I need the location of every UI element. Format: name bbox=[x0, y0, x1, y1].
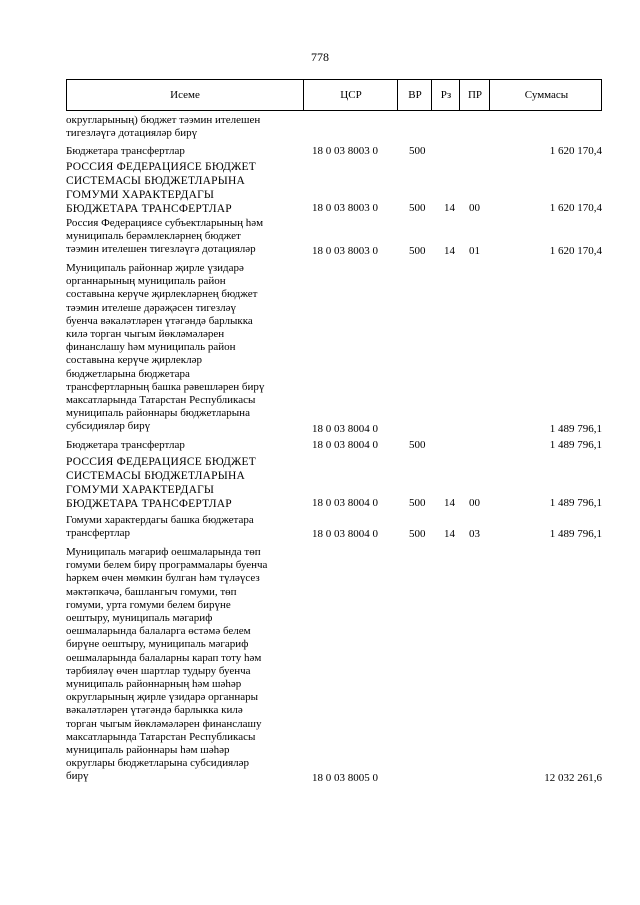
row-csr: 18 0 03 8004 0 bbox=[312, 528, 378, 540]
row-name: РОССИЯ ФЕДЕРАЦИЯСЕ БЮДЖЕТ СИСТЕМАСЫ БЮДЖЕТЛАРЫНА ГОМУМИ ХАРАКТЕРДАГЫ БЮДЖЕТАРА ТРАНСФЕРТЛАР bbox=[66, 456, 256, 510]
row-name: Россия Федерациясе субъектларының һәм муниципаль берәмлекләрнең бюджет тәэмин ителешен тигезләүгә дотацияләр bbox=[66, 217, 264, 256]
row-sum: 1 620 170,4 bbox=[549, 245, 602, 257]
row-csr: 18 0 03 8004 0 bbox=[312, 497, 378, 509]
row-name: округларының) бюджет тәэмин ителешен тигезләүгә дотацияләр бирү bbox=[66, 114, 261, 140]
row-name: Гомуми характердагы башка бюджетара трансфертлар bbox=[66, 514, 254, 540]
row-sum: 1 489 796,1 bbox=[549, 528, 602, 540]
row-vr: 500 bbox=[409, 528, 426, 540]
row-csr: 18 0 03 8005 0 bbox=[312, 772, 378, 784]
column-header-rz: Рз bbox=[431, 80, 460, 110]
row-sum: 1 620 170,4 bbox=[549, 145, 602, 157]
row-vr: 500 bbox=[409, 439, 426, 451]
row-pr: 03 bbox=[469, 528, 480, 540]
row-name: Бюджетара трансфертлар bbox=[66, 145, 185, 157]
row-sum: 12 032 261,6 bbox=[544, 772, 602, 784]
row-vr: 500 bbox=[409, 202, 426, 214]
row-pr: 01 bbox=[469, 245, 480, 257]
column-header-name: Исеме bbox=[170, 89, 200, 101]
row-vr: 500 bbox=[409, 497, 426, 509]
row-name: Муниципаль мәгариф оешмаларында төп гомуми белем бирү программалары буенча һәркем өчен мөмкин булган һәм түләүсез мәктәпкәчә, башлангыч гомуми, төп гомуми, урта гомуми белем бирүне оештыру, муниципаль мәгариф оешмаларында балаларга өстәмә белем бирүне оештыру, муниципаль мәгариф оешмаларында балаларны карап тоту һәм тәрбияләү өчен шартлар тудыру буенча муниципаль районнарның һәм шәһәр округларының җирле үзидарә органнары вәкаләтләрен үтәгәндә барлыкка килә торган чыгым йөкләмәләрен финанслашу максатларында Татарстан Республикасы муниципаль районнары һәм шәһәр округлары бюджетларына субсидияләр бирү bbox=[66, 546, 268, 783]
row-name: Бюджетара трансфертлар bbox=[66, 439, 185, 451]
row-sum: 1 489 796,1 bbox=[549, 497, 602, 509]
row-pr: 00 bbox=[469, 497, 480, 509]
row-rz: 14 bbox=[444, 245, 455, 257]
row-vr: 500 bbox=[409, 145, 426, 157]
row-name: Муниципаль районнар җирле үзидарә органнарының муниципаль район составына керүче җирлекләрнең бюджет тәэмин ителеше дәрәҗәсен тигезләү буенча вәкаләтләрен үтәгәндә барлыкка килә торган чыгым йөкләмәләрен финанслашу һәм муниципаль район составына керүче җирлекләр бюджетларына бюджетара трансфертларның башка рәвешләрен бирү максатларында Татарстан Республикасы муниципаль районнары бюджетларына субсидияләр бирү bbox=[66, 262, 265, 433]
row-pr: 00 bbox=[469, 202, 480, 214]
table-header bbox=[66, 79, 602, 111]
row-rz: 14 bbox=[444, 528, 455, 540]
row-rz: 14 bbox=[444, 497, 455, 509]
row-sum: 1 489 796,1 bbox=[549, 439, 602, 451]
row-vr: 500 bbox=[409, 245, 426, 257]
page-number: 778 bbox=[311, 50, 329, 64]
row-name: РОССИЯ ФЕДЕРАЦИЯСЕ БЮДЖЕТ СИСТЕМАСЫ БЮДЖЕТЛАРЫНА ГОМУМИ ХАРАКТЕРДАГЫ БЮДЖЕТАРА ТРАНСФЕРТЛАР bbox=[66, 161, 256, 215]
row-csr: 18 0 03 8003 0 bbox=[312, 202, 378, 214]
column-header-pr: ПР bbox=[459, 80, 490, 110]
row-sum: 1 620 170,4 bbox=[549, 202, 602, 214]
row-csr: 18 0 03 8003 0 bbox=[312, 245, 378, 257]
row-csr: 18 0 03 8003 0 bbox=[312, 145, 378, 157]
column-header-csr: ЦСР bbox=[303, 80, 398, 110]
column-header-sum: Суммасы bbox=[489, 80, 603, 110]
column-header-vr: ВР bbox=[397, 80, 432, 110]
row-csr: 18 0 03 8004 0 bbox=[312, 423, 378, 435]
row-csr: 18 0 03 8004 0 bbox=[312, 439, 378, 451]
row-sum: 1 489 796,1 bbox=[549, 423, 602, 435]
row-rz: 14 bbox=[444, 202, 455, 214]
